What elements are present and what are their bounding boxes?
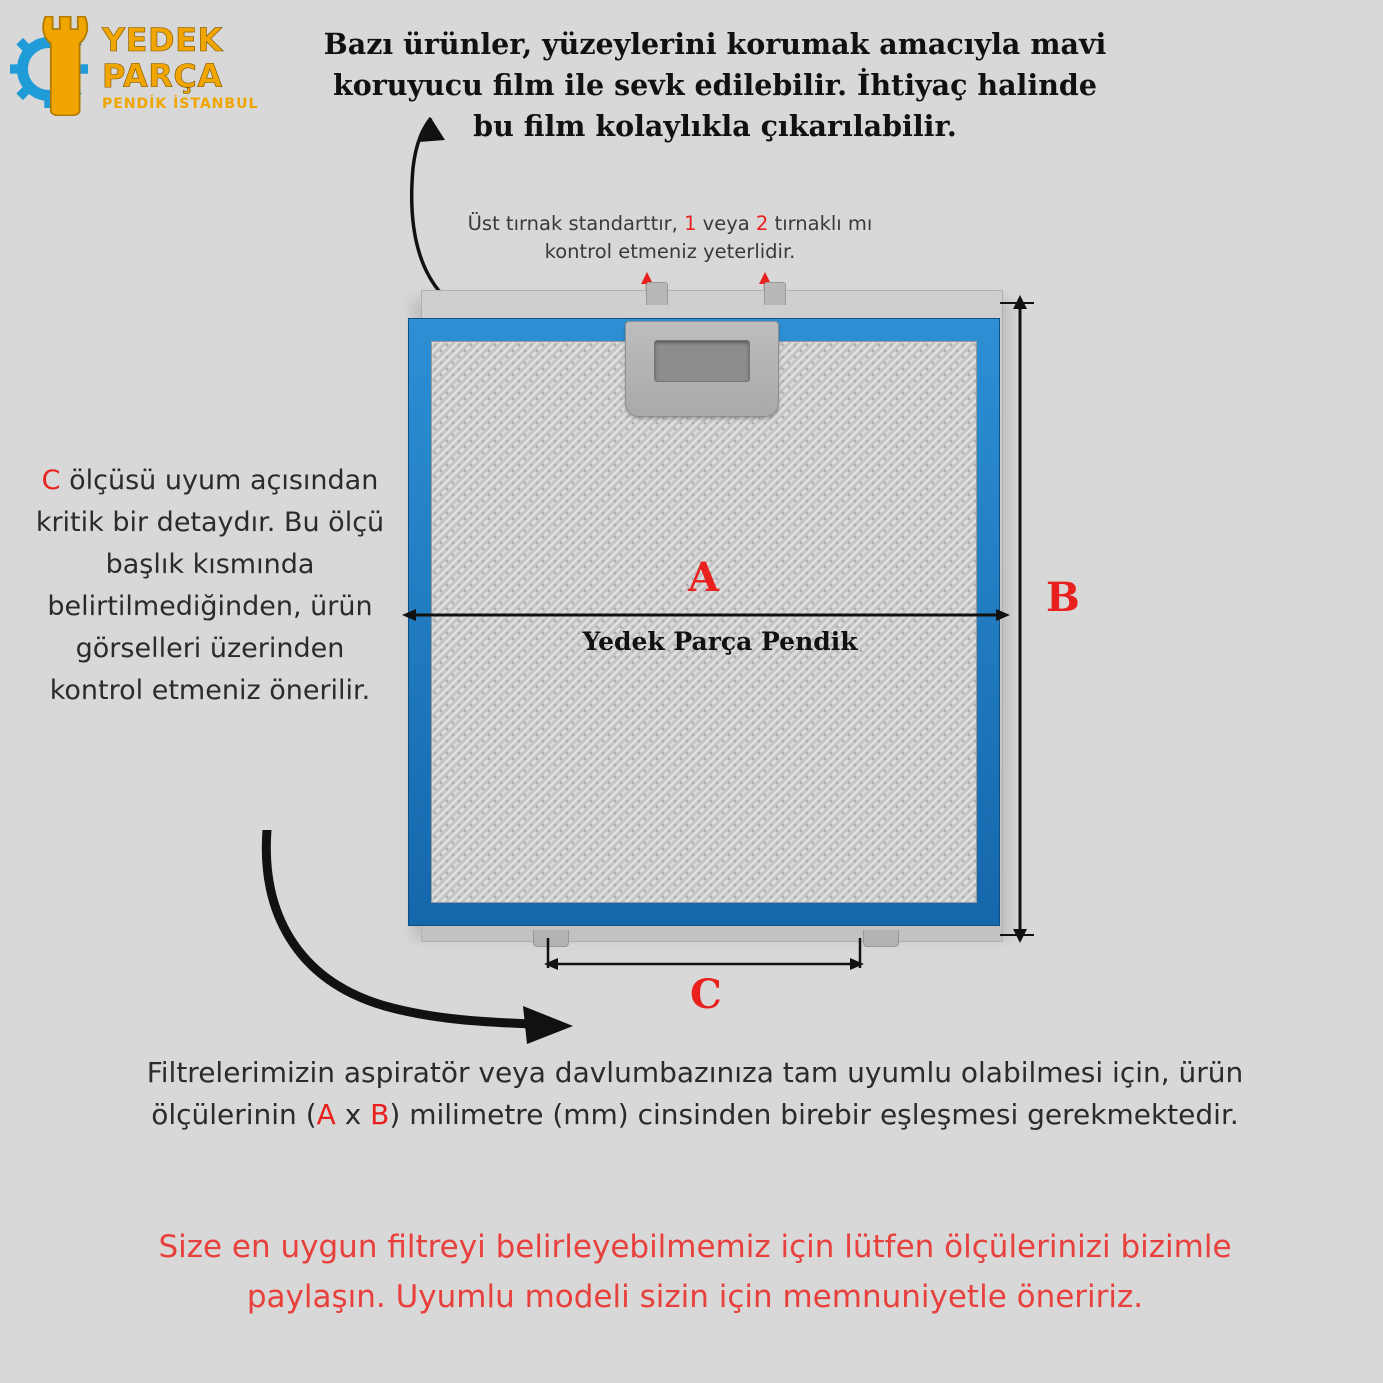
logo-line-2: PARÇA [102,57,223,95]
tab-note [455,210,885,266]
wrench-icon [40,16,94,116]
bottom-red-note: Size en uygun filtreyi belirleyebilmemiz için lütfen ölçülerinizi bizimle paylaşın. Uyumlu modeli sizin için memnuniyetle öneririz. [158,1229,1232,1315]
tab-note-part2: veya [696,212,756,235]
tab-note-num2: 2 [755,212,769,235]
filter-handle [625,321,779,417]
bottom-note-a: A [316,1098,336,1131]
tab-note-part3: tırnaklı mı kontrol etmeniz yeterlidir. [544,212,873,263]
left-note-letter: C [41,465,61,496]
logo-subtitle: PENDİK İSTANBUL [102,96,259,112]
brand-logo [10,8,280,133]
tab-note-num1: 1 [684,212,697,235]
left-note-text: ölçüsü uyum açısından kritik bir detaydır. Bu ölçü başlık kısmında belirtilmediğinden, ürün görselleri üzerinden kontrol etmeniz önerilir. [35,465,385,706]
handle-slot [654,340,750,382]
left-note [35,460,385,712]
dimension-line-a [400,600,1020,630]
bottom-note-p2: ) milimetre (mm) cinsinden birebir eşleşmesi gerekmektedir. [389,1098,1239,1131]
tab-note-part1: Üst tırnak standarttır, [467,212,685,235]
top-tab-1 [646,282,668,305]
top-tab-2 [764,282,786,305]
label-b: B [1046,574,1080,621]
bottom-note-x: x [335,1098,371,1131]
label-a: A [688,554,720,601]
bottom-note [100,1052,1290,1136]
top-heading: Bazı ürünler, yüzeylerini korumak amacıyla mavi koruyucu film ile sevk edilebilir. İhtiyaç halinde bu film kolaylıkla çıkarılabilir. [323,27,1107,143]
logo-line-1: YEDEK [102,21,223,59]
bottom-note-b: B [370,1098,390,1131]
label-c: C [690,971,722,1018]
logo-wordmark [102,22,282,112]
dimension-line-b [1000,295,1040,945]
brand-watermark: Yedek Parça Pendik [582,627,858,656]
bottom-note-p1: Filtrelerimizin aspiratör veya davlumbazınıza tam uyumlu olabilmesi için, ürün ölçülerinin ( [146,1056,1244,1131]
